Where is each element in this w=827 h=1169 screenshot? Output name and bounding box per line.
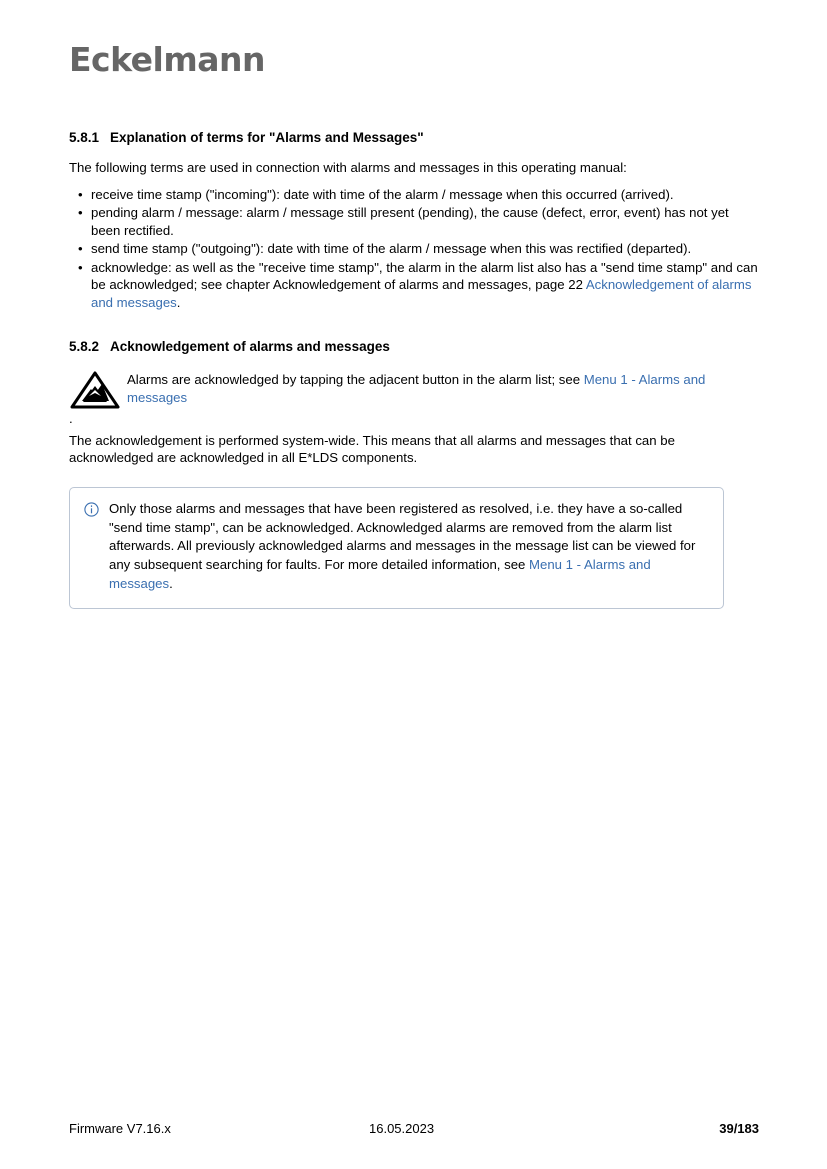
info-note-text-before: Only those alarms and messages that have been registered as resolved, i.e. they have a so-called "send time stamp", can be acknowledged. Acknowledged alarms are removed from the alarm list afterwards. All previously acknowledged alarms and messages in the message list can be viewed for any subsequent searching for faults. For more detailed information, see	[109, 501, 696, 573]
menu-alarms-link-note[interactable]: Menu 1 - Alarms and messages	[109, 557, 651, 591]
list-item: • send time stamp ("outgoing"): date with time of the alarm / message when this was rectified (departed).	[91, 240, 759, 258]
section-heading-5-8-2	[69, 339, 759, 354]
page-footer	[69, 1121, 759, 1136]
section-title: Acknowledgement of alarms and messages	[110, 339, 390, 355]
info-icon	[84, 502, 99, 517]
info-note-box	[69, 487, 724, 609]
section-intro-paragraph: The following terms are used in connection with alarms and messages in this operating manual:	[69, 160, 627, 175]
list-item: • pending alarm / message: alarm / message still present (pending), the cause (defect, error, event) has not yet been rectified.	[91, 204, 759, 239]
acknowledgement-paragraph: The acknowledgement is performed system-wide. This means that all alarms and messages that can be acknowledged are acknowledged in all E*LDS components.	[69, 432, 675, 466]
list-item: • receive time stamp ("incoming"): date with time of the alarm / message when this occurred (arrived).	[91, 186, 759, 204]
acknowledgement-text-before: Alarms are acknowledged by tapping the adjacent button in the alarm list; see	[127, 372, 584, 388]
acknowledgement-block	[69, 370, 759, 467]
footer-date: 16.05.2023	[369, 1121, 435, 1136]
section-number: 5.8.2	[69, 339, 100, 355]
terms-list	[69, 186, 759, 312]
list-item	[91, 259, 759, 312]
company-logo: Eckelmann	[69, 40, 265, 79]
footer-firmware: Firmware V7.16.x	[69, 1121, 171, 1136]
menu-alarms-link[interactable]: Menu 1 - Alarms and messages	[127, 372, 706, 405]
section-number: 5.8.1	[69, 130, 100, 145]
warning-triangle-icon	[69, 370, 121, 410]
cross-reference-link[interactable]: Acknowledgement of alarms and messages	[91, 277, 752, 310]
acknowledgement-text	[127, 371, 759, 410]
acknowledgement-text-tail: .	[69, 411, 73, 427]
section-heading-5-8-1	[69, 130, 759, 145]
info-note-text	[109, 500, 709, 594]
warning-row	[69, 370, 759, 410]
footer-page-number: 39/183	[719, 1121, 759, 1136]
section-title: Explanation of terms for "Alarms and Messages"	[110, 130, 424, 145]
list-item-text: acknowledge: as well as the "receive time stamp", the alarm in the alarm list also has a "send time stamp" and can be acknowledged; see chapter Acknowledgement of alarms and messages, page 22	[91, 259, 758, 293]
page-content	[69, 130, 759, 609]
info-note-text-after: .	[169, 575, 173, 591]
list-item-tail: .	[176, 294, 181, 310]
